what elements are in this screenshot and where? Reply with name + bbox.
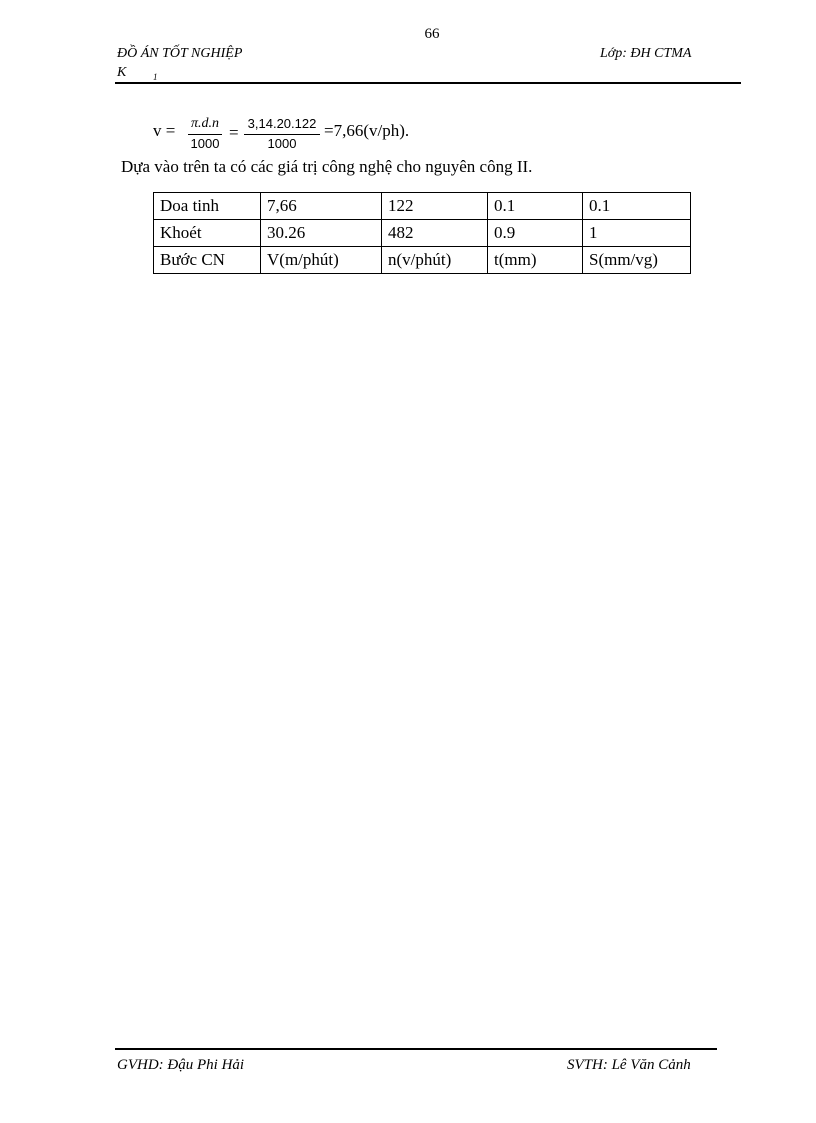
header-class: Lớp: ĐH CTMA (600, 46, 692, 61)
fraction-2-denominator: 1000 (267, 136, 297, 151)
header-rule (115, 82, 741, 84)
formula-fraction-1 (188, 116, 222, 152)
fraction-2-bar (244, 134, 320, 135)
table-cell: V(m/phút) (261, 247, 382, 274)
table-cell: 0.1 (488, 193, 583, 220)
footer-supervisor: GVHD: Đậu Phi Hải (117, 1057, 245, 1073)
formula-fraction-2 (244, 116, 320, 152)
header-k-subscript: 1 (153, 72, 158, 82)
intro-paragraph: Dựa vào trên ta có các giá trị công nghệ cho nguyên công II. (121, 157, 533, 176)
formula-result: =7,66(v/ph). (324, 121, 410, 140)
fraction-2-numerator: 3,14.20.122 (247, 116, 317, 131)
formula-equals: = (229, 123, 239, 142)
table-cell: 0.1 (583, 193, 691, 220)
header-k-label: K (117, 65, 127, 80)
table-cell: Bước CN (154, 247, 261, 274)
table-cell: 0.9 (488, 220, 583, 247)
table-row (154, 247, 691, 274)
fraction-1-denominator: 1000 (190, 136, 220, 151)
table-cell: 7,66 (261, 193, 382, 220)
page-number: 66 (424, 26, 440, 42)
table-cell: 122 (382, 193, 488, 220)
table-row (154, 220, 691, 247)
table-cell: 482 (382, 220, 488, 247)
footer-student: SVTH: Lê Văn Cảnh (567, 1057, 691, 1073)
table-cell: n(v/phút) (382, 247, 488, 274)
formula-lhs: v = (153, 121, 176, 140)
table-cell: 1 (583, 220, 691, 247)
fraction-1-numerator: π.d.n (190, 116, 219, 131)
fraction-1-bar (188, 134, 222, 135)
table-cell: S(mm/vg) (583, 247, 691, 274)
table-cell: 30.26 (261, 220, 382, 247)
table-row (154, 193, 691, 220)
table-cell: Doa tinh (154, 193, 261, 220)
technology-table (153, 192, 691, 274)
table-cell: Khoét (154, 220, 261, 247)
footer-rule (115, 1048, 717, 1050)
header-title: ĐỒ ÁN TỐT NGHIỆP (117, 46, 243, 61)
table-cell: t(mm) (488, 247, 583, 274)
